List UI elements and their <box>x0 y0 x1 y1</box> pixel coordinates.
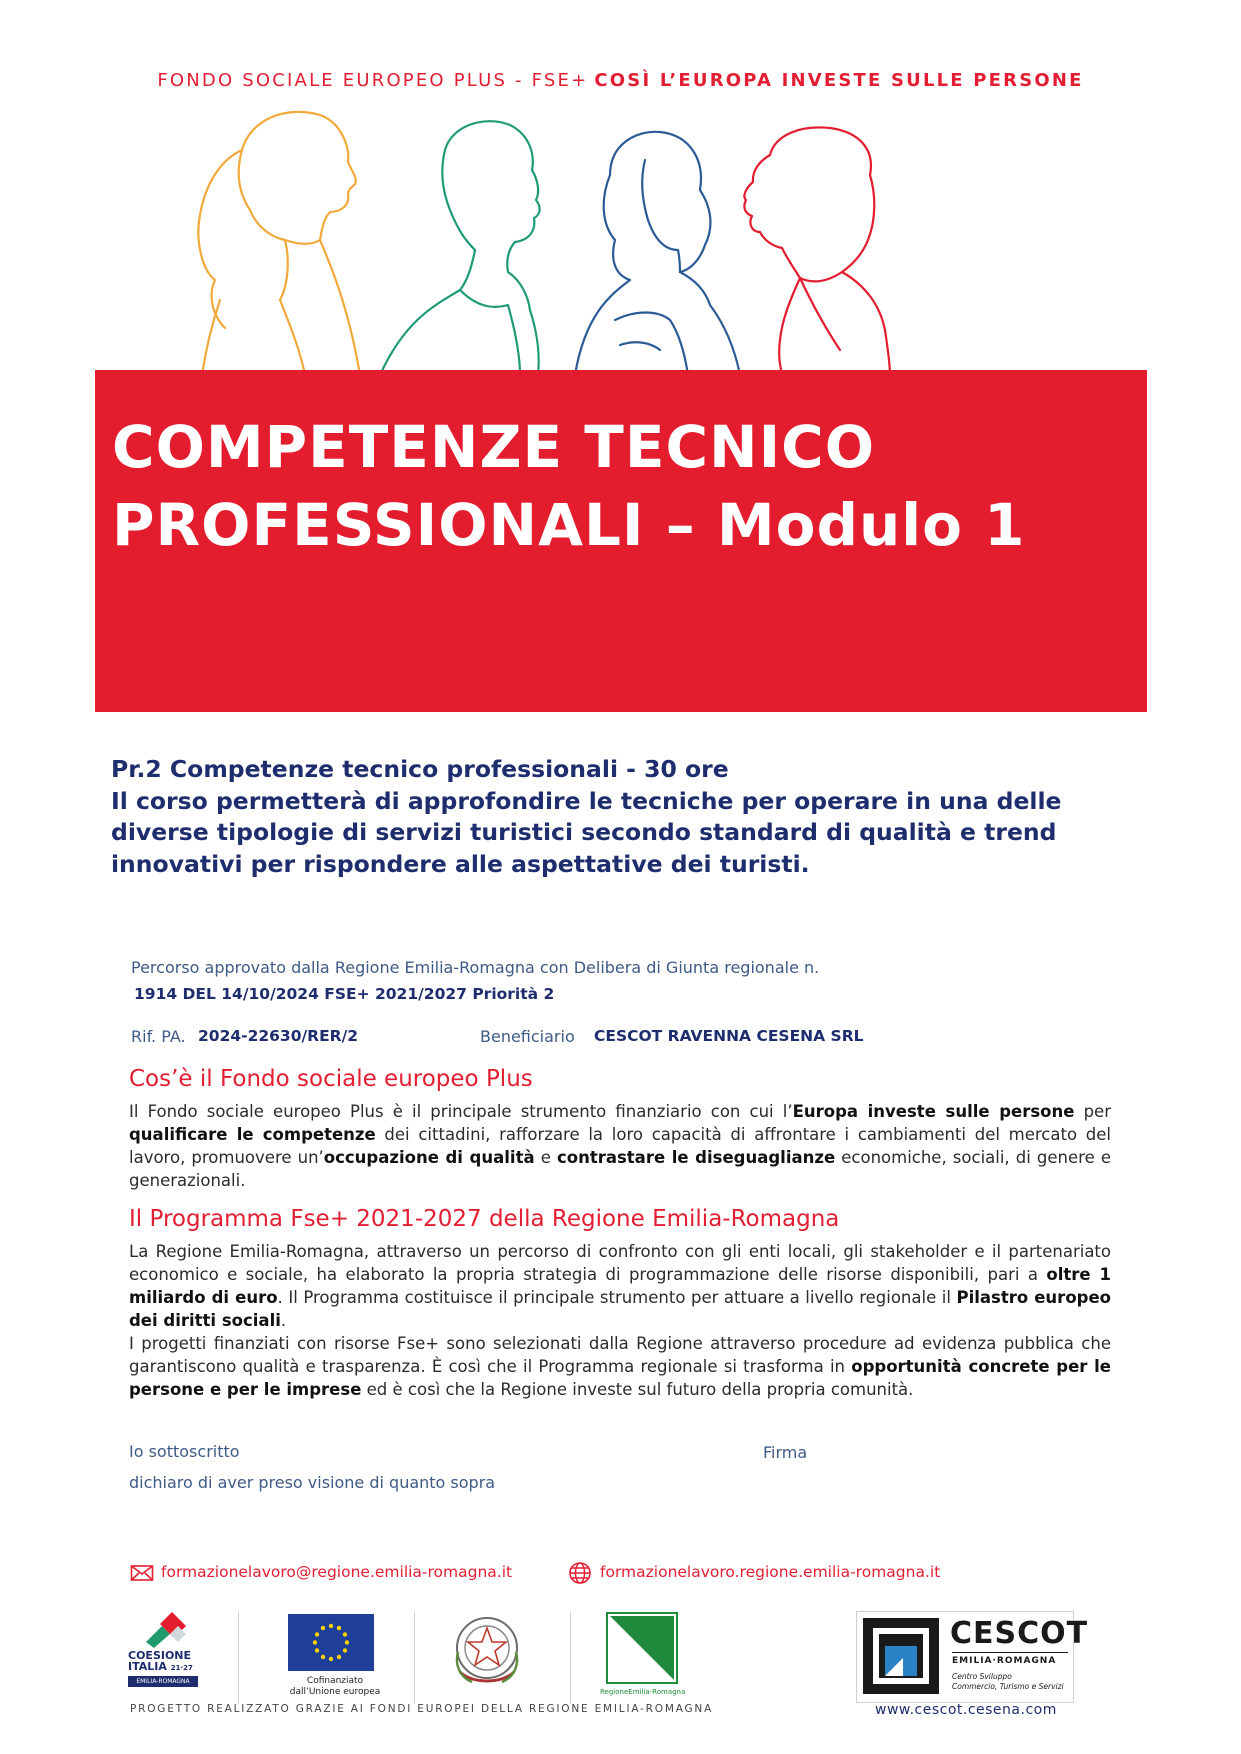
website-link[interactable]: formazionelavoro.regione.emilia-romagna.it <box>600 1563 941 1581</box>
header-tagline <box>0 70 1241 91</box>
rif-pa-label: Rif. PA. <box>131 1027 186 1046</box>
course-description <box>111 754 1141 880</box>
cescot-website-link[interactable]: www.cescot.cesena.com <box>875 1702 1057 1718</box>
course-desc-line: Il corso permetterà di approfondire le tecniche per operare in una delle <box>111 786 1062 815</box>
logo-divider <box>238 1612 239 1704</box>
delibera-number: 1914 DEL 14/10/2024 FSE+ 2021/2027 Priorità 2 <box>134 985 555 1003</box>
coesione-line1: COESIONE <box>128 1649 192 1662</box>
footer-note: PROGETTO REALIZZATO GRAZIE AI FONDI EUROPEI DELLA REGIONE EMILIA-ROMAGNA <box>130 1703 714 1715</box>
course-title <box>112 408 1112 564</box>
logo-divider <box>570 1612 571 1704</box>
cescot-mark-icon <box>863 1618 939 1694</box>
email-link[interactable]: formazionelavoro@regione.emilia-romagna.it <box>161 1563 513 1581</box>
coesione-region: EMILIA-ROMAGNA <box>128 1676 198 1687</box>
eu-caption-line1: Cofinanziato <box>306 1676 364 1686</box>
course-title-line2: PROFESSIONALI – Modulo 1 <box>112 491 1026 559</box>
section-fse-title: Cos’è il Fondo sociale europeo Plus <box>129 1066 533 1092</box>
programma-paragraph: I progetti finanziati con risorse Fse+ sono selezionati dalla Regione attraverso procedure ad evidenza pubblica che garantiscono qualità e trasparenza. È così che il Programma regionale si trasforma in opportunità concrete per le persone e per le imprese ed è così che la Regione investe sul futuro della propria comunità. <box>129 1334 1111 1399</box>
person-red-icon <box>744 127 890 375</box>
header-program-name: FONDO SOCIALE EUROPEO PLUS - FSE+ <box>157 70 589 91</box>
course-subtitle: Pr.2 Competenze tecnico professionali - 30 ore <box>111 755 729 783</box>
italian-republic-emblem-icon <box>452 1612 522 1696</box>
course-desc-line: innovativi per rispondere alle aspettative dei turisti. <box>111 849 810 878</box>
regione-flag-icon <box>606 1612 678 1684</box>
cescot-logo <box>856 1611 1089 1703</box>
programma-paragraph: La Regione Emilia-Romagna, attraverso un percorso di confronto con gli enti locali, gli stakeholder e il partenariato economico e sociale, ha elaborato la propria strategia di programmazione delle risorse disponibili, pari a oltre 1 miliardo di euro. Il Programma costituisce il principale strumento per attuare a livello regionale il Pilastro europeo dei diritti sociali. <box>129 1242 1111 1330</box>
cescot-rule <box>952 1652 1068 1653</box>
logo-divider <box>414 1612 415 1704</box>
regione-caption: RegioneEmilia-Romagna <box>600 1688 686 1696</box>
coesione-line2: ITALIA <box>128 1660 167 1673</box>
people-illustration <box>190 100 1010 375</box>
person-blue-icon <box>575 132 740 375</box>
regione-emilia-romagna-logo <box>600 1612 686 1702</box>
cescot-name: CESCOT <box>950 1616 1089 1651</box>
course-title-line1: COMPETENZE TECNICO <box>112 413 876 481</box>
eu-flag-icon <box>288 1614 374 1671</box>
cescot-desc-line1: Centro Sviluppo <box>952 1672 1012 1681</box>
eu-cofinanced-logo <box>280 1614 390 1702</box>
coesione-italia-logo <box>128 1612 203 1694</box>
approval-text: Percorso approvato dalla Regione Emilia-Romagna con Delibera di Giunta regionale n. <box>131 958 820 977</box>
firma-label: Firma <box>763 1443 808 1462</box>
section-fse-body: Il Fondo sociale europeo Plus è il principale strumento finanziario con cui l’Europa investe sulle persone per qualificare le competenze dei cittadini, rafforzare la loro capacità di affrontare i cambiamenti del mercato del lavoro, promuovere un’occupazione di qualità e contrastare le diseguaglianze economiche, sociali, di genere e generazionali. <box>129 1102 1111 1190</box>
beneficiario-label: Beneficiario <box>480 1027 575 1046</box>
beneficiario-value: CESCOT RAVENNA CESENA SRL <box>594 1027 864 1045</box>
undersigned-label: Io sottoscritto <box>129 1442 240 1461</box>
cescot-desc-line2: Commercio, Turismo e Servizi <box>952 1682 1064 1691</box>
rif-pa-value: 2024-22630/RER/2 <box>198 1027 359 1045</box>
coesione-years: 21·27 <box>170 1664 193 1672</box>
mail-icon <box>130 1561 154 1585</box>
globe-icon <box>568 1561 592 1585</box>
header-slogan: COSÌ L’EUROPA INVESTE SULLE PERSONE <box>594 70 1084 91</box>
section-programma-title: Il Programma Fse+ 2021-2027 della Regione Emilia-Romagna <box>129 1206 840 1232</box>
cescot-region: EMILIA·ROMAGNA <box>952 1656 1057 1666</box>
eu-caption-line2: dall’Unione europea <box>289 1687 381 1697</box>
course-desc-line: diverse tipologie di servizi turistici secondo standard di qualità e trend <box>111 818 1057 846</box>
declaration-label: dichiaro di aver preso visione di quanto sopra <box>129 1473 496 1492</box>
coesione-arrows-icon <box>142 1612 190 1648</box>
section-programma-body <box>129 1240 1111 1401</box>
person-teal-icon <box>380 121 540 375</box>
person-orange-icon <box>198 112 360 375</box>
